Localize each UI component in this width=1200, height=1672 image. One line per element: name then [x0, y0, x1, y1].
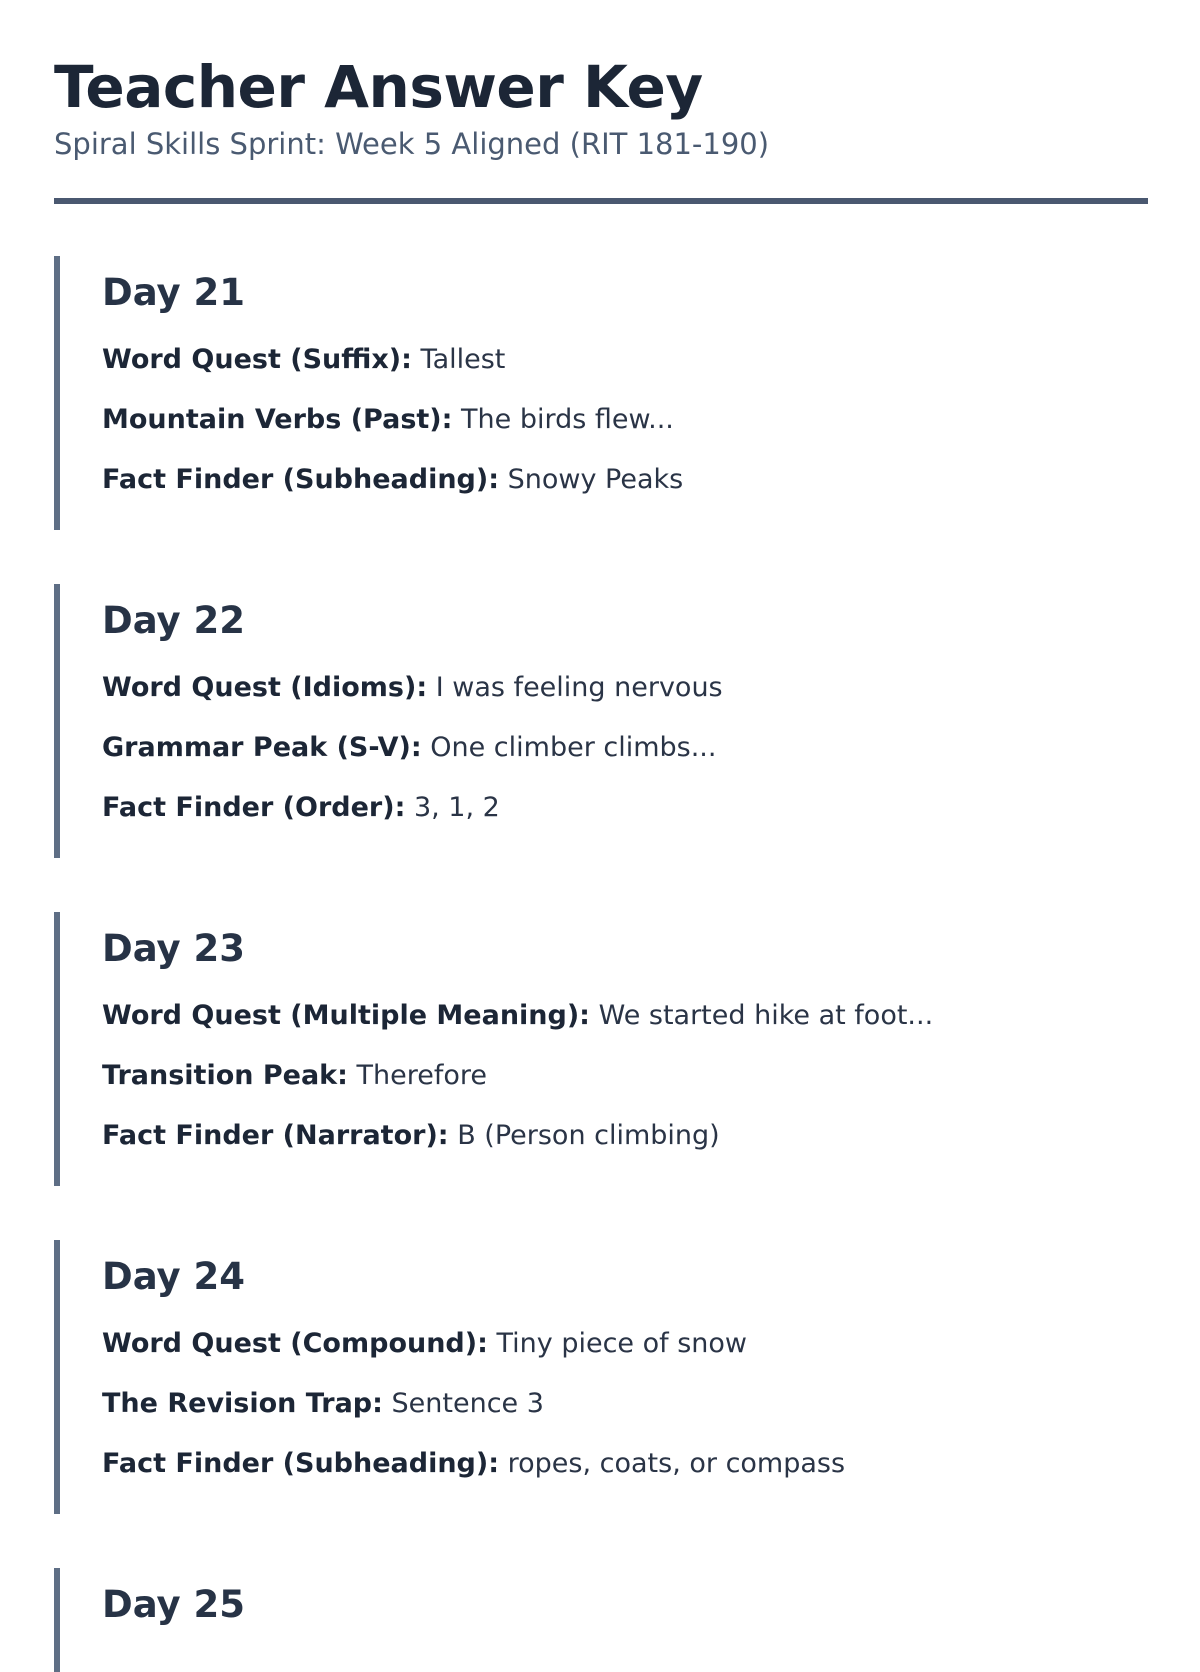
answer-row: [102, 402, 1148, 438]
day-title: Day 23: [102, 927, 246, 970]
answer-row: [102, 998, 1148, 1034]
day-list: [54, 256, 1148, 1672]
day-title: Day 25: [102, 1583, 246, 1626]
day-card-21: [54, 256, 1148, 530]
answer-label: Transition Peak:: [102, 1060, 348, 1091]
answer-label: Word Quest (Multiple Meaning):: [102, 1000, 590, 1031]
day-card-24: [54, 1240, 1148, 1514]
answer-label: Fact Finder (Subheading):: [102, 464, 500, 495]
answer-value: Therefore: [356, 1060, 488, 1091]
answer-row: [102, 1446, 1148, 1482]
answer-value: We started hike at foot...: [598, 1000, 934, 1031]
answer-value: Sentence 3: [391, 1388, 544, 1419]
answer-label: Mountain Verbs (Past):: [102, 404, 453, 435]
answer-value: One climber climbs...: [430, 732, 717, 763]
day-card-25: [54, 1568, 1148, 1672]
answer-value: ropes, coats, or compass: [507, 1448, 846, 1479]
answer-label: Fact Finder (Subheading):: [102, 1448, 500, 1479]
answer-label: Fact Finder (Order):: [102, 792, 406, 823]
header-divider: [54, 198, 1148, 204]
day-title: Day 24: [102, 1255, 246, 1298]
answer-value: I was feeling nervous: [435, 672, 723, 703]
answer-value: Tallest: [420, 344, 506, 375]
answer-row: [102, 462, 1148, 498]
answer-value: Snowy Peaks: [507, 464, 684, 495]
answer-label: Word Quest (Idioms):: [102, 672, 428, 703]
answer-value: B (Person climbing): [457, 1120, 720, 1151]
answer-row: [102, 670, 1148, 706]
page-title: Teacher Answer Key: [54, 53, 703, 121]
answer-label: Word Quest (Suffix):: [102, 344, 412, 375]
answer-row: [102, 342, 1148, 378]
answer-label: The Revision Trap:: [102, 1388, 383, 1419]
answer-row: [102, 1058, 1148, 1094]
answer-label: Grammar Peak (S-V):: [102, 732, 422, 763]
day-title: Day 21: [102, 271, 246, 314]
answer-label: Word Quest (Compound):: [102, 1328, 488, 1359]
answer-label: Fact Finder (Narrator):: [102, 1120, 449, 1151]
answer-row: [102, 790, 1148, 826]
answer-value: The birds flew...: [461, 404, 674, 435]
day-card-23: [54, 912, 1148, 1186]
page-subtitle: Spiral Skills Sprint: Week 5 Aligned (RIT 181-190): [54, 127, 770, 161]
day-title: Day 22: [102, 599, 246, 642]
answer-row: [102, 1118, 1148, 1154]
day-card-22: [54, 584, 1148, 858]
answer-key-page: [54, 0, 1148, 1672]
answer-row: [102, 730, 1148, 766]
answer-row: [102, 1386, 1148, 1422]
answer-value: Tiny piece of snow: [496, 1328, 748, 1359]
answer-row: [102, 1326, 1148, 1362]
answer-value: 3, 1, 2: [413, 792, 500, 823]
